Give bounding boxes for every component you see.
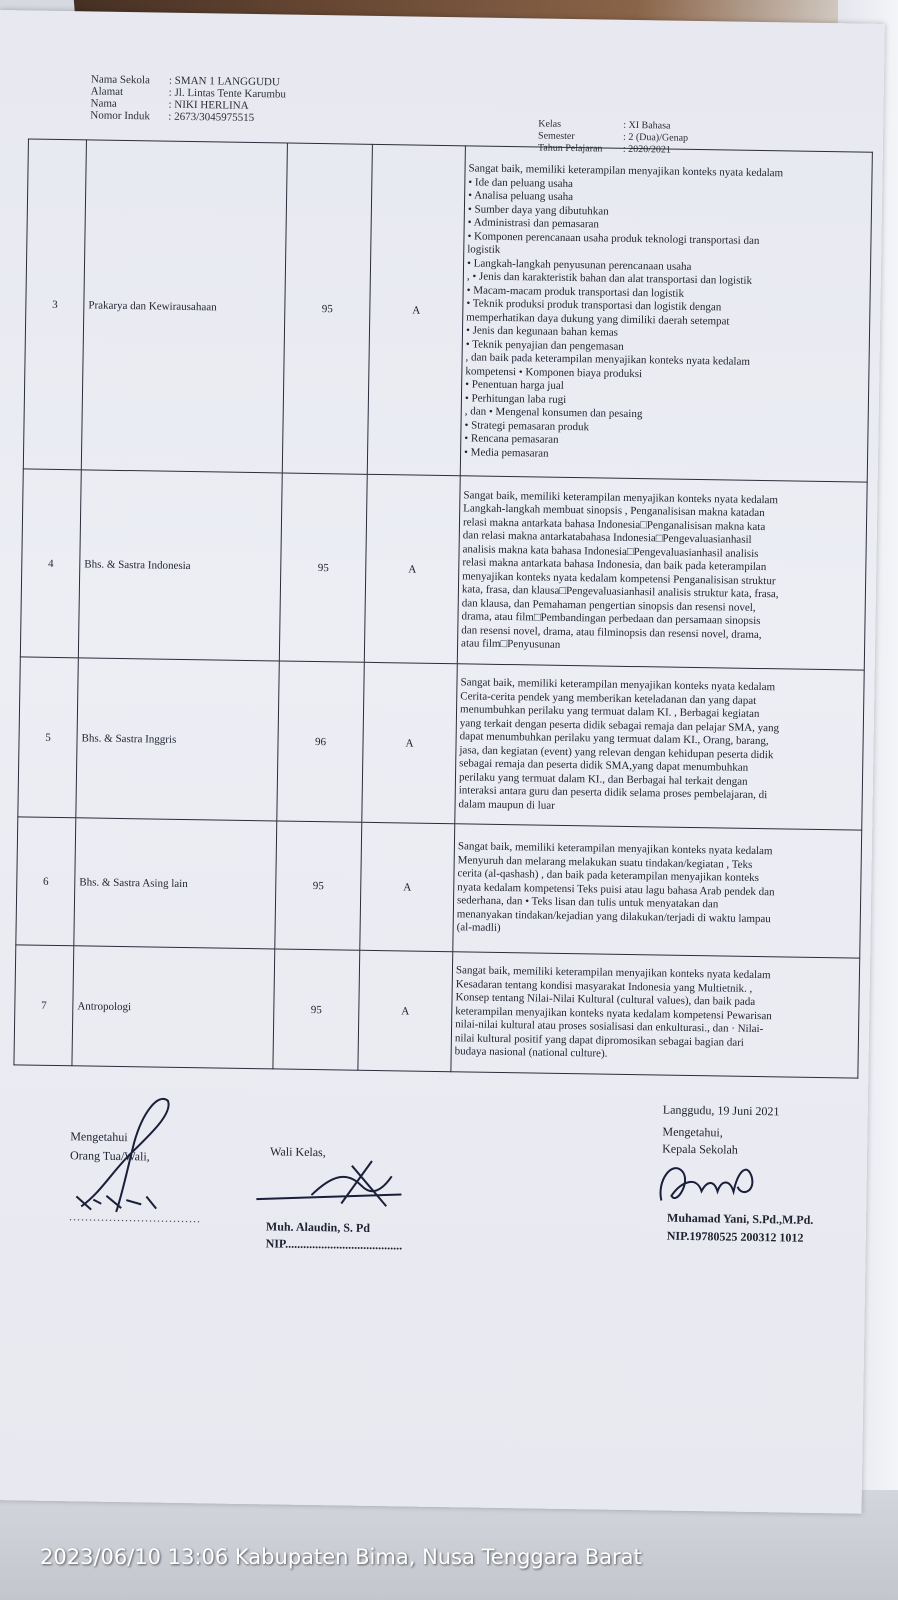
description-line: • Strategi pemasaran produk	[464, 418, 590, 433]
subject-predicate: A	[364, 474, 460, 663]
description-line: , • Jenis dan karakteristik bahan dan alat transportasi dan logistik	[466, 270, 753, 287]
homeroom-signature	[251, 1154, 412, 1217]
description-line: dapat menumbuhkan perilaku yang termuat dalam KI., Orang, barang,	[459, 730, 769, 748]
parent-signature	[71, 1091, 193, 1223]
description-line: kompetensi • Komponen biaya produksi	[465, 364, 643, 380]
description-line: Langkah-langkah membuat sinopsis , Penganalisisan makna katadan	[463, 502, 765, 520]
description-line: • Langkah-langkah penyusunan perencanaan usaha	[466, 256, 692, 273]
mengetahui-left: Mengetahui	[70, 1129, 128, 1145]
subject-description	[455, 664, 864, 830]
semester-label: Semester	[538, 130, 575, 143]
description-line: • Administrasi dan pemasaran	[467, 216, 600, 231]
table-row	[18, 657, 864, 830]
description-line: yang terkait dengan peserta didik sebagai remaja dan pelajar SMA, yang	[459, 716, 780, 734]
description-line: nyata kedalam kompetensi Teks puisi atau lagu bahasa Arab pendek dan	[457, 881, 775, 899]
description-line: • Rencana pemasaran	[464, 432, 559, 446]
description-line: • Jenis dan kegunaan bahan kemas	[465, 324, 619, 339]
principal-name: Muhamad Yani, S.Pd.,M.Pd.	[667, 1210, 814, 1227]
description-line: menumbuhkan perilaku yang termuat dalam KI. , Berbagai kegiatan	[459, 703, 760, 721]
description-line: nilai kultural positif yang dapat dipromosikan sebagai bagian dari	[454, 1032, 744, 1049]
parent-signature-line: .................................	[68, 1209, 202, 1226]
homeroom-nip: NIP.......................................	[265, 1236, 403, 1253]
description-line: sebagai remaja dan peserta didik SMA,yang dapat menumbuhkan	[459, 757, 749, 774]
description-line: nilai-nilai kultural atau proses sosialisasi dan enkulturasi., dan · Nilai-	[455, 1018, 764, 1036]
description-line: Sangat baik, memiliki keterampilan menyajikan konteks nyata kedalam	[460, 676, 776, 694]
subject-predicate: A	[362, 662, 458, 823]
description-line: memperhatikan daya dukung yang dimiliki daerah setempat	[466, 310, 730, 327]
description-line: Sangat baik, memiliki keterampilan menyajikan konteks nyata kedalam	[455, 964, 771, 982]
description-line: Sangat baik, memiliki keterampilan menyajikan konteks nyata kedalam	[468, 162, 784, 180]
description-line: cerita (al-qashash) , dan baik pada keterampilan menyajikan konteks	[457, 867, 760, 885]
description-line: Cerita-cerita pendek yang memberikan keteladanan dan yang dapat	[460, 689, 757, 707]
description-line: logistik	[467, 243, 501, 256]
description-line: interaksi antara guru dan peserta didik selama proses pembelajaran, di	[458, 784, 768, 802]
homeroom-name: Muh. Alaudin, S. Pd	[265, 1219, 371, 1235]
description-line: jasa, dan kegiatan (event) yang relevan dengan kehidupan peserta didik	[459, 743, 774, 761]
description-line: • Macam-macam produk transportasi dan logistik	[466, 283, 685, 300]
description-line: • Penentuan harga jual	[465, 378, 564, 392]
subject-name: Prakarya dan Kewirausahaan	[81, 140, 287, 473]
photo-timestamp: 2023/06/10 13:06 Kabupaten Bima, Nusa Tenggara Barat	[40, 1545, 642, 1569]
id-label: Nomor Induk	[90, 109, 151, 123]
description-line: drama, atau film□Pembandingan perbedaan dan persamaan sinopsis	[461, 610, 761, 628]
address-value: : Jl. Lintas Tente Karumbu	[168, 86, 287, 101]
description-line: dan klausa, dan Pemahaman pengertian sinopsis dan resensi novel,	[461, 596, 756, 614]
principal-nip: NIP.19780525 200312 1012	[666, 1228, 804, 1245]
subject-score: 96	[277, 661, 365, 822]
description-line: analisis makna kata bahasa Indonesia□Pengevaluasianhasil analisis	[462, 542, 759, 560]
description-line: menanyakan tindakan/kejadian yang dilakukan/terjadi di waktu lampau	[456, 908, 771, 925]
year-label: Tahun Pelajaran	[537, 142, 603, 155]
student-header	[90, 73, 286, 124]
subject-number: 3	[23, 139, 86, 470]
subject-score: 95	[275, 821, 362, 950]
name-value: : NIKI HERLINA	[168, 98, 249, 112]
description-line: menyajikan konteks nyata kedalam kompetensi Penganalisisan struktur	[462, 569, 776, 587]
description-line: , dan • Mengenal konsumen dan pesaing	[464, 405, 643, 421]
description-line: • Perhitungan laba rugi	[464, 391, 567, 406]
description-line: Sangat baik, memiliki keterampilan menyajikan konteks nyata kedalam	[457, 840, 773, 858]
school-label: Nama Sekola	[90, 73, 150, 87]
mengetahui-right: Mengetahui,	[662, 1124, 723, 1140]
table-row	[20, 469, 867, 670]
subject-description	[451, 952, 860, 1078]
homeroom-title: Wali Kelas,	[269, 1144, 326, 1160]
subject-predicate: A	[358, 950, 453, 1071]
description-line: budaya nasional (national culture).	[454, 1045, 608, 1060]
subject-score: 95	[282, 143, 372, 474]
subject-predicate: A	[360, 822, 455, 951]
description-line: relasi makna antarkata bahasa Indonesia, dan baik pada keterampilan	[462, 556, 767, 574]
subject-description	[460, 143, 872, 482]
semester-value: : 2 (Dua)/Genap	[622, 131, 689, 144]
description-line: atau film□Penyusunan	[461, 637, 561, 651]
kepala-sekolah-title: Kepala Sekolah	[662, 1141, 738, 1157]
description-line: sederhana, dan • Teks lisan dan tulis untuk menyatakan dan	[456, 894, 719, 911]
subject-name: Bhs. & Sastra Indonesia	[78, 470, 282, 661]
parent-title: Orang Tua/Wali,	[69, 1148, 150, 1164]
subject-number: 5	[18, 657, 79, 818]
subject-score: 95	[279, 473, 367, 662]
subject-description	[453, 824, 862, 958]
description-line: • Analisa peluang usaha	[468, 189, 574, 204]
description-line: dan relasi makna antarkatabahasa Indonesia□Pengevaluasianhasil	[462, 529, 752, 546]
description-line: Konsep tentang Nilai-Nilai Kultural (cultural values), dan baik pada	[455, 991, 756, 1009]
description-line: keterampilan menyajikan konteks nyata kedalam kompetensi Pewarisan	[455, 1005, 772, 1022]
description-line: • Komponen perencanaan usaha produk teknologi transportasi dan	[467, 229, 760, 247]
place-date: Langgudu, 19 Juni 2021	[662, 1102, 780, 1119]
subject-predicate: A	[367, 144, 465, 475]
class-value: : XI Bahasa	[623, 119, 671, 132]
grades-table	[13, 138, 872, 1078]
subject-number: 4	[20, 469, 81, 658]
description-line: relasi makna antarkata bahasa Indonesia□Penganalisisan makna kata	[462, 515, 766, 533]
subject-name: Bhs. & Sastra Asing lain	[74, 818, 277, 949]
subject-description	[457, 476, 867, 670]
name-label: Nama	[90, 97, 117, 110]
description-line: • Teknik produksi produk transportasi dan logistik dengan	[466, 297, 722, 314]
school-value: : SMAN 1 LANGGUDU	[168, 74, 280, 89]
description-line: Kesadaran tentang kondisi masyarakat Indonesia yang Multietnik. ,	[455, 978, 753, 995]
description-line: Menyuruh dan melarang melakukan suatu tindakan/kegiatan , Teks	[457, 854, 753, 871]
subject-name: Bhs. & Sastra Inggris	[76, 658, 279, 821]
description-line: • Sumber daya yang dibutuhkan	[467, 202, 609, 218]
description-line: Sangat baik, memiliki keterampilan menyajikan konteks nyata kedalam	[463, 488, 779, 506]
principal-signature	[651, 1150, 772, 1217]
description-line: • Ide dan peluang usaha	[468, 175, 574, 190]
table-row	[23, 139, 872, 482]
subject-score: 95	[273, 949, 360, 1070]
table-row	[16, 817, 862, 958]
description-line: kata, frasa, dan klausa□Pengevaluasianhasil analisis struktur kata, frasa,	[461, 583, 779, 601]
description-line: (al-madli)	[456, 921, 501, 935]
report-card-page	[0, 10, 885, 1514]
subject-number: 7	[14, 945, 74, 1066]
table-row	[14, 945, 860, 1078]
year-value: : 2020/2021	[622, 143, 672, 156]
address-label: Alamat	[90, 85, 124, 98]
id-value: : 2673/3045975515	[168, 110, 255, 125]
description-line: dalam maupun di luar	[458, 797, 555, 812]
subject-name: Antropologi	[72, 946, 275, 1069]
grades-table-body	[14, 139, 872, 1078]
class-label: Kelas	[538, 118, 562, 130]
description-line: perilaku yang termuat dalam KI., dan Berbagai hal terkait dengan	[458, 770, 748, 788]
description-line: • Teknik penyajian dan pengemasan	[465, 337, 624, 353]
description-line: • Media pemasaran	[464, 445, 549, 460]
description-line: , dan baik pada keterampilan menyajikan konteks nyata kedalam	[465, 351, 751, 368]
subject-number: 6	[16, 817, 76, 946]
description-line: dan resensi novel, drama, atau filminopsis dan resensi novel, drama,	[461, 623, 762, 641]
